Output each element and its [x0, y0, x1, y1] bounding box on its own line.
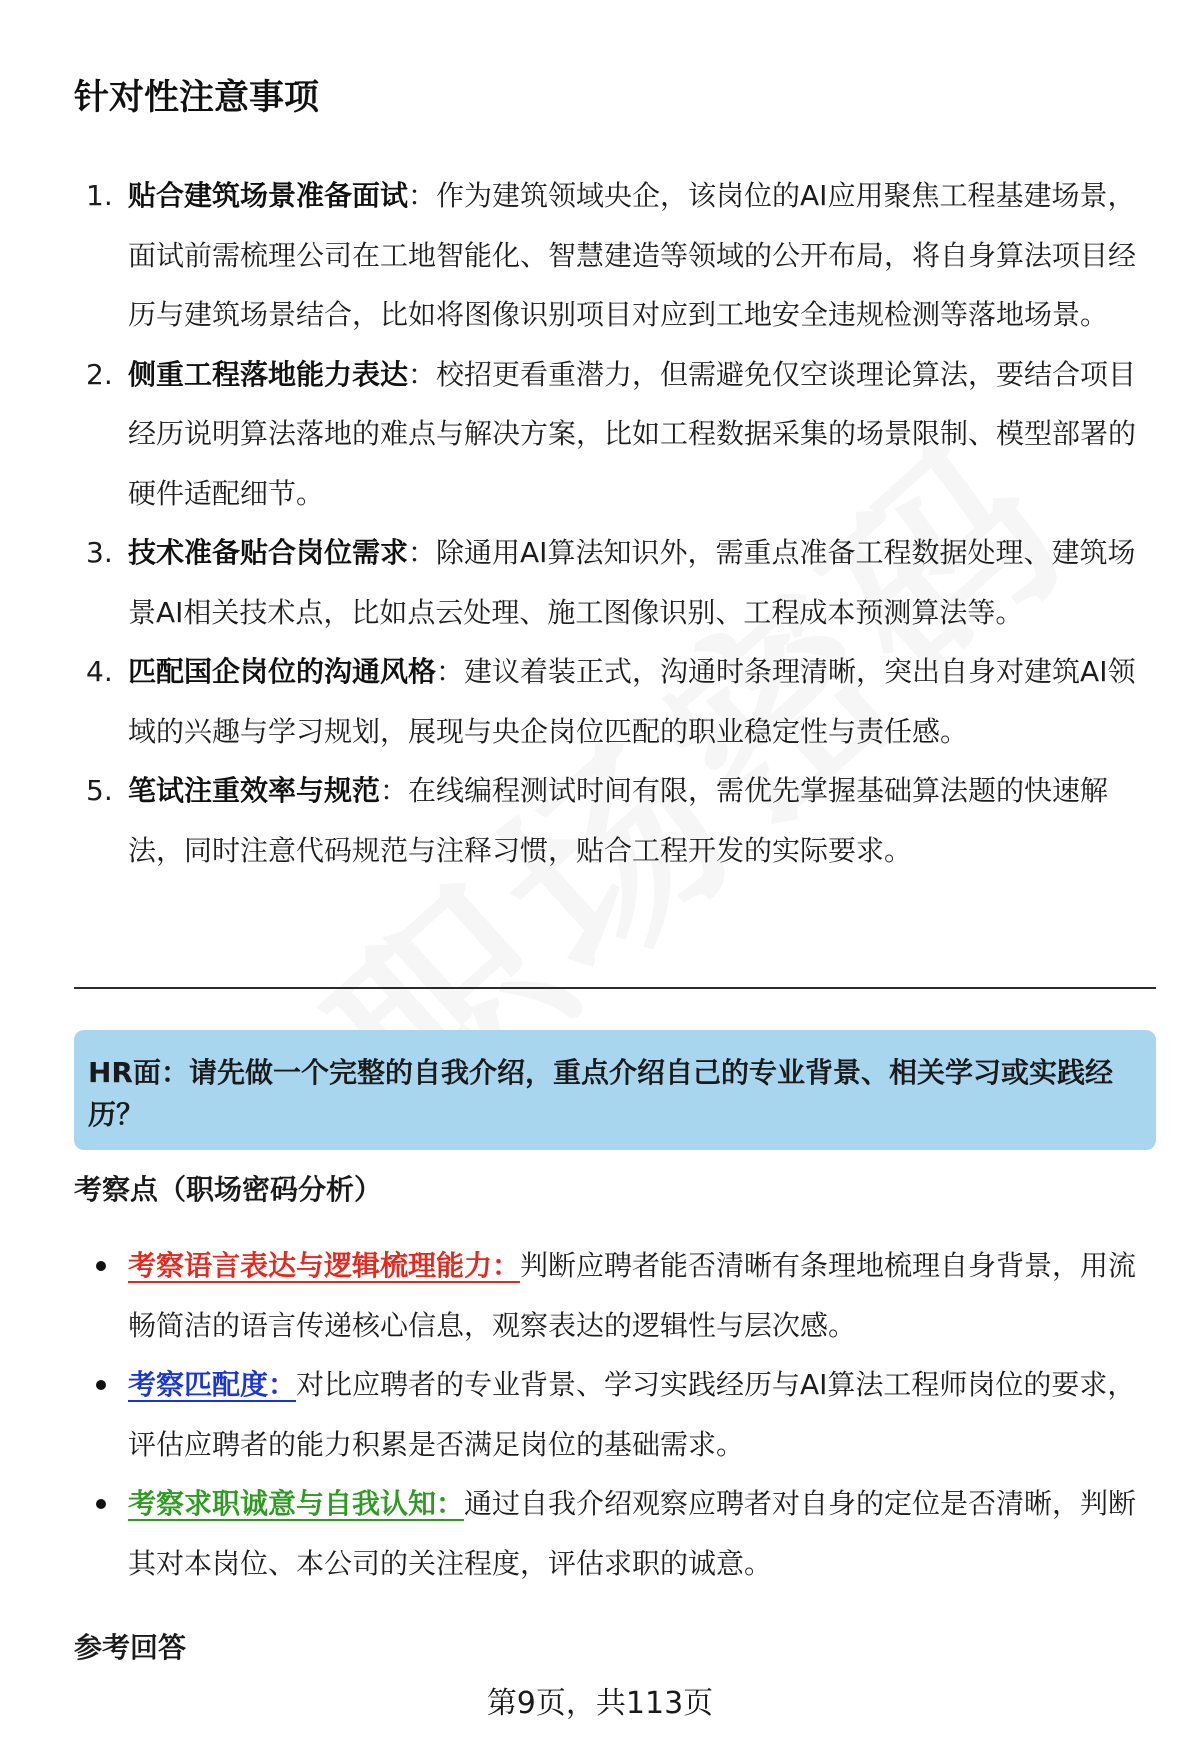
list-item	[80, 642, 1140, 761]
list-item	[80, 1236, 1140, 1355]
item-title: 贴合建筑场景准备面试	[128, 179, 409, 212]
item-number: 5.	[86, 774, 113, 807]
item-text: 校招更看重潜力，但需避免仅空谈理论算法，要结合项目经历说明算法落地的难点与解决方案，比如工程数据采集的场景限制、模型部署的硬件适配细节。	[128, 357, 1137, 510]
question-box	[74, 1030, 1156, 1150]
list-item	[80, 1355, 1140, 1474]
list-item	[80, 761, 1140, 880]
assessment-label: 考察匹配度：	[128, 1368, 297, 1401]
item-text: 建议着装正式，沟通时条理清晰，突出自身对建筑AI领域的兴趣与学习规划，展现与央企岗位匹配的职业稳定性与责任感。	[128, 655, 1136, 748]
item-number: 4.	[86, 655, 113, 688]
item-separator: ：	[436, 655, 465, 688]
item-number: 3.	[86, 536, 113, 569]
item-number: 2.	[86, 357, 113, 391]
assessment-title: 考察点（职场密码分析）	[74, 1173, 383, 1206]
assessment-text: 对比应聘者的专业背景、学习实践经历与AI算法工程师岗位的要求，评估应聘者的能力积累是否满足岗位的基础需求。	[128, 1368, 1136, 1461]
assessment-label: 考察求职诚意与自我认知：	[128, 1487, 465, 1520]
item-title: 侧重工程落地能力表达	[128, 357, 409, 391]
item-text: 除通用AI算法知识外，需重点准备工程数据处理、建筑场景AI相关技术点，比如点云处理、施工图像识别、工程成本预测算法等。	[128, 536, 1136, 629]
item-separator: ：	[408, 536, 437, 569]
item-text: 作为建筑领域央企，该岗位的AI应用聚焦工程基建场景，面试前需梳理公司在工地智能化、智慧建造等领域的公开布局，将自身算法项目经历与建筑场景结合，比如将图像识别项目对应到工地安全违规检测等落地场景。	[128, 179, 1137, 331]
section-title: 针对性注意事项	[74, 78, 320, 118]
item-text: 在线编程测试时间有限，需优先掌握基础算法题的快速解法，同时注意代码规范与注释习惯，贴合工程开发的实际要求。	[128, 774, 1109, 867]
page-number: 第9页，共113页	[486, 1686, 714, 1721]
question-text: HR面：请先做一个完整的自我介绍，重点介绍自己的专业背景、相关学习或实践经历？	[88, 1056, 1113, 1131]
divider	[74, 987, 1156, 989]
notes-list	[80, 166, 1140, 880]
bullet-icon	[96, 1499, 106, 1509]
assessment-label: 考察语言表达与逻辑梳理能力：	[128, 1249, 521, 1282]
assessment-text: 判断应聘者能否清晰有条理地梳理自身背景，用流畅简洁的语言传递核心信息，观察表达的逻辑性与层次感。	[128, 1249, 1137, 1342]
list-item	[80, 1474, 1140, 1593]
list-item	[80, 523, 1140, 642]
item-separator: ：	[408, 179, 437, 212]
list-item	[80, 166, 1140, 345]
bullet-icon	[96, 1380, 106, 1390]
list-item	[80, 345, 1140, 524]
assessment-list	[80, 1236, 1140, 1593]
assessment-text: 通过自我介绍观察应聘者对自身的定位是否清晰，判断其对本岗位、本公司的关注程度，评估求职的诚意。	[128, 1487, 1137, 1580]
item-title: 技术准备贴合岗位需求	[128, 536, 409, 569]
item-title: 笔试注重效率与规范	[128, 774, 381, 807]
item-separator: ：	[380, 774, 409, 807]
item-number: 1.	[86, 179, 113, 212]
item-title: 匹配国企岗位的沟通风格	[128, 655, 437, 688]
item-separator: ：	[408, 357, 437, 391]
bullet-icon	[96, 1261, 106, 1271]
reference-title: 参考回答	[74, 1631, 187, 1664]
